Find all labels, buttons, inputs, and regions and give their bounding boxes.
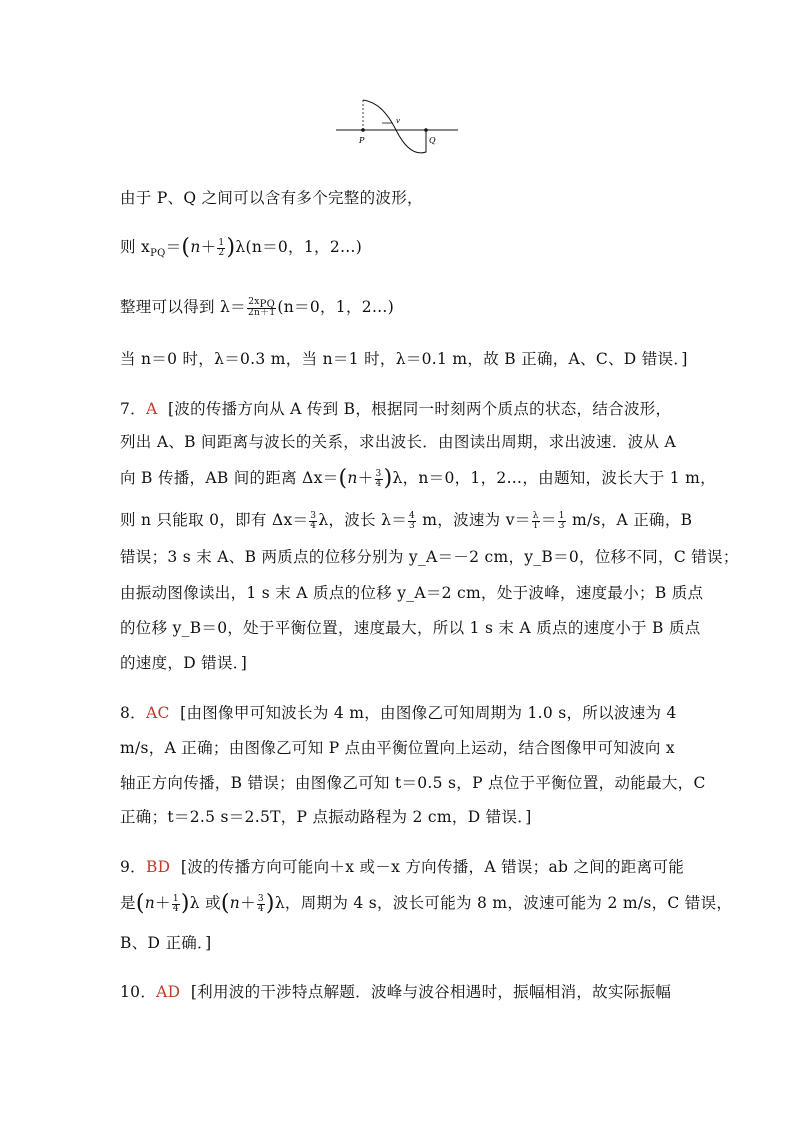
q7-line-5: 错误；3 s 末 A、B 两质点的位移分别为 y_A＝－2 cm，y_B＝0，位移不同，C 错误； <box>120 548 739 566</box>
q9-line-2: 是(n＋ $\frac{1}{4}$ )λ 或(n＋ $\frac{3}{4}$ )λ，周期为 4 s，波长可能为 8 m，波速可能为 2 m/s，C 错误， <box>120 891 733 916</box>
q8-line-3: 轴正方向传播，B 错误；由图像乙可知 t＝0.5 s，P 点位于平衡位置，动能最大，C <box>120 774 706 792</box>
q7-line-4: 则 n 只能取 0，即有 Δx＝ $\frac{3}{4}$ λ，波长 λ＝ $\frac{4}{3}$ m，波速为 v＝ $\frac{\lambda}{T}$ ＝ $\frac{1}{3}$ m/s，A 正确，B <box>120 510 693 531</box>
formula-xpq: 则 $x_{PQ}=(n+$ $\frac{1}{2}$ )λ(n＝0，1，2…) <box>120 235 363 260</box>
label-q: Q <box>429 136 436 145</box>
q8-line-2: m/s，A 正确；由图像乙可知 P 点由平衡位置向上运动，结合图像甲可知波向 x <box>120 739 675 757</box>
wave-figure <box>330 92 470 154</box>
q7-line-3: 向 B 传播，AB 间的距离 Δx＝(n＋ $\frac{3}{4}$ )λ，n＝0，1，2…，由题知，波长大于 1 m， <box>120 466 716 491</box>
q7-answer: A <box>145 400 158 418</box>
q10-line-1: 10．AD [利用波的干涉特点解题．波峰与波谷相遇时，振幅相消，故实际振幅 <box>120 983 672 1001</box>
q8-line-1: 8．AC [由图像甲可知波长为 4 m，由图像乙可知周期为 1.0 s，所以波速为 4 <box>120 704 677 722</box>
q7-line-2: 列出 A、B 间距离与波长的关系，求出波长．由图读出周期，求出波速．波从 A <box>120 433 676 451</box>
label-v: v <box>396 117 400 125</box>
q7-line-7: 的位移 y_B＝0，处于平衡位置，速度最大，所以 1 s 末 A 质点的速度小于 B 质点 <box>120 619 701 637</box>
q9-line-1: 9．BD [波的传播方向可能向＋x 或－x 方向传播，A 错误；ab 之间的距离可能 <box>120 858 685 876</box>
q8-line-4: 正确；t＝2.5 s＝2.5T，P 点振动路程为 2 cm，D 错误．] <box>120 808 532 826</box>
q7-line-6: 由振动图像读出，1 s 末 A 质点的位移 y_A＝2 cm，处于波峰，速度最小；B 质点 <box>120 584 704 602</box>
text-line-1: 由于 P、Q 之间可以含有多个完整的波形， <box>120 189 423 207</box>
wave-curve <box>363 100 426 153</box>
formula-lambda: 整理可以得到 λ＝ $\frac{2x_{PQ}}{2n+1}$ (n＝0，1，2…) <box>120 296 395 319</box>
q9-line-3: B、D 正确．] <box>120 934 212 952</box>
text-line-4: 当 n＝0 时，λ＝0.3 m，当 n＝1 时，λ＝0.1 m，故 B 正确，A、C、D 错误．] <box>120 350 688 368</box>
q8-answer: AC <box>145 704 170 722</box>
q9-answer: BD <box>145 858 171 876</box>
point-q <box>424 128 428 132</box>
point-p <box>361 128 365 132</box>
q7-line-8: 的速度，D 错误．] <box>120 654 248 672</box>
label-p: P <box>359 136 365 145</box>
q7-line-1: 7．A [波的传播方向从 A 传到 B，根据同一时刻两个质点的状态，结合波形， <box>120 400 672 418</box>
q10-answer: AD <box>156 983 181 1001</box>
